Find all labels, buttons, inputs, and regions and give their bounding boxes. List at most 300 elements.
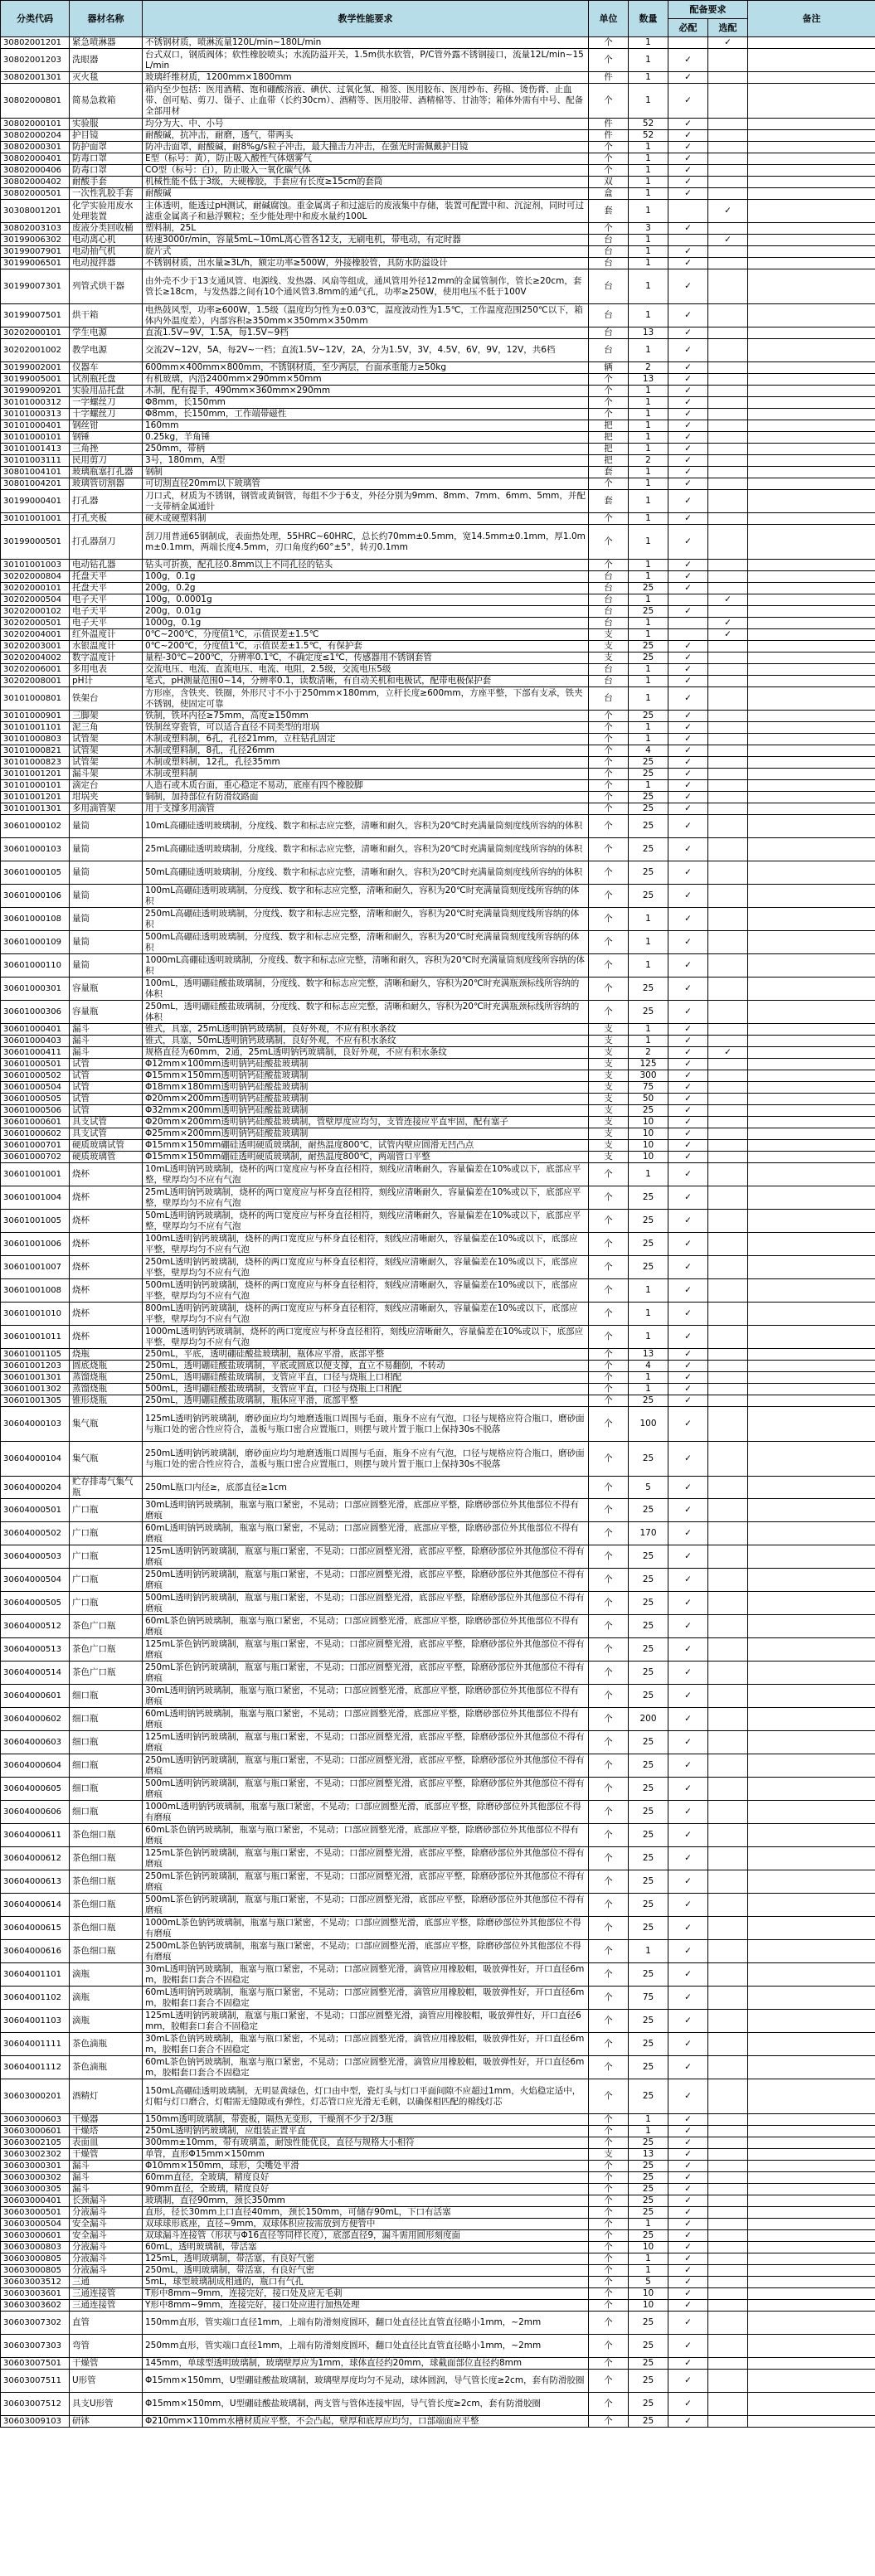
cell-must: ✓ — [668, 1477, 708, 1499]
cell-name: 简易急救箱 — [70, 84, 143, 119]
cell-qty: 2 — [629, 1047, 668, 1059]
table-row — [1, 2033, 875, 2056]
cell-spec: 双球球形底座，直径~9mm，双球体积应按需放到方便管中 — [143, 2219, 589, 2230]
cell-must: ✓ — [668, 1824, 708, 1847]
cell-note — [748, 130, 875, 142]
cell-qty: 2 — [629, 455, 668, 467]
cell-optional — [708, 606, 748, 618]
cell-code: 30601001011 — [1, 1326, 70, 1349]
cell-qty: 25 — [629, 1499, 668, 1522]
cell-must: ✓ — [668, 130, 708, 142]
cell-spec: 交流电压、电流、直流电压、电流、电阻，2.5级，交流电压5级 — [143, 664, 589, 676]
cell-optional — [708, 652, 748, 664]
cell-optional — [708, 432, 748, 444]
header-qty: 数量 — [629, 1, 668, 37]
cell-name: 耐酸手套 — [70, 177, 143, 188]
cell-must: ✓ — [668, 2161, 708, 2172]
cell-note — [748, 861, 875, 885]
cell-note — [748, 2358, 875, 2370]
cell-optional — [708, 327, 748, 339]
cell-note — [748, 2242, 875, 2253]
cell-optional — [708, 861, 748, 885]
cell-qty: 1 — [629, 269, 668, 304]
cell-must: ✓ — [668, 1395, 708, 1407]
cell-must: ✓ — [668, 1210, 708, 1233]
table-row — [1, 1662, 875, 1685]
cell-qty: 25 — [629, 2010, 668, 2033]
cell-spec: Φ15mm×150mm，U型硼硅酸盐玻璃制，两支管与管体连接牢固，导气管长度≥2cm，套有防滑胶圈 — [143, 2393, 589, 2416]
cell-code: 30202000804 — [1, 571, 70, 583]
cell-note — [748, 1001, 875, 1024]
cell-note — [748, 1152, 875, 1163]
cell-must: ✓ — [668, 2195, 708, 2207]
cell-must: ✓ — [668, 978, 708, 1001]
cell-note — [748, 2172, 875, 2184]
cell-optional — [708, 676, 748, 687]
cell-qty: 2 — [629, 362, 668, 374]
cell-qty: 25 — [629, 1186, 668, 1210]
cell-code: 30101000101 — [1, 432, 70, 444]
cell-optional — [708, 1963, 748, 1987]
cell-must: ✓ — [668, 1569, 708, 1592]
cell-qty: 25 — [629, 1754, 668, 1778]
cell-name: 广口瓶 — [70, 1522, 143, 1545]
cell-unit: 个 — [589, 560, 629, 571]
table-row — [1, 374, 875, 386]
cell-qty: 1 — [629, 49, 668, 72]
cell-must: ✓ — [668, 1279, 708, 1303]
cell-spec: 1000mL透明钠钙玻璃制，瓶塞与瓶口紧密，不晃动；口部应圆整光滑，底部应平整，除磨砂部位外其他部位不得有磨痕 — [143, 1801, 589, 1824]
cell-name: 仪器车 — [70, 362, 143, 374]
cell-note — [748, 1708, 875, 1731]
cell-name: 硬质玻璃管 — [70, 1152, 143, 1163]
cell-qty: 1 — [629, 177, 668, 188]
cell-name: 电子天平 — [70, 618, 143, 629]
table-row — [1, 676, 875, 687]
cell-optional — [708, 1407, 748, 1442]
cell-unit: 个 — [589, 885, 629, 908]
cell-unit: 个 — [589, 2335, 629, 2358]
cell-name: 安全漏斗 — [70, 2230, 143, 2242]
cell-spec: Φ18mm×180mm透明钠钙硅酸盐玻璃制 — [143, 1082, 589, 1094]
cell-spec: 500mL高硼硅透明玻璃制，分度线、数字和标志应完整，清晰和耐久，容积为20℃时充满量筒刻度线所容纳的体积 — [143, 931, 589, 954]
cell-code: 30601000105 — [1, 861, 70, 885]
cell-code: 30202003001 — [1, 641, 70, 652]
cell-qty: 25 — [629, 1824, 668, 1847]
cell-unit: 支 — [589, 1140, 629, 1152]
cell-code: 30603003602 — [1, 2300, 70, 2312]
table-row — [1, 397, 875, 409]
cell-name: 三通连接管 — [70, 2288, 143, 2300]
cell-unit: 支 — [589, 1152, 629, 1163]
cell-unit: 个 — [589, 1499, 629, 1522]
cell-must: ✓ — [668, 676, 708, 687]
cell-spec: Φ8mm，长150mm，工作端带磁性 — [143, 409, 589, 420]
cell-name: 直管 — [70, 2312, 143, 2335]
table-row — [1, 2172, 875, 2184]
cell-unit: 个 — [589, 2370, 629, 2393]
table-row — [1, 1128, 875, 1140]
cell-name: 漏斗 — [70, 2161, 143, 2172]
cell-note — [748, 2010, 875, 2033]
cell-name: 锥形烧瓶 — [70, 1395, 143, 1407]
cell-code: 30603009103 — [1, 2416, 70, 2428]
cell-note — [748, 583, 875, 594]
cell-optional — [708, 2126, 748, 2137]
cell-name: 电动搅拌器 — [70, 258, 143, 269]
cell-qty: 10 — [629, 1152, 668, 1163]
cell-note — [748, 1163, 875, 1186]
cell-code: 30101001301 — [1, 803, 70, 815]
cell-note — [748, 2195, 875, 2207]
cell-unit: 个 — [589, 525, 629, 560]
cell-unit: 个 — [589, 838, 629, 861]
cell-must: ✓ — [668, 722, 708, 734]
cell-name: 蒸馏烧瓶 — [70, 1384, 143, 1395]
cell-optional — [708, 1326, 748, 1349]
table-row — [1, 861, 875, 885]
cell-unit: 个 — [589, 2161, 629, 2172]
cell-name: 茶色细口瓶 — [70, 1824, 143, 1847]
cell-spec: Y形中8mm~9mm，连接完好，接口处应进行加热处理 — [143, 2300, 589, 2312]
cell-unit: 件 — [589, 72, 629, 84]
cell-spec: 2500mL茶色钠钙玻璃制，瓶塞与瓶口紧密，不晃动；口部应圆整光滑，底部应平整，除磨砂部位外其他部位不得有磨痕 — [143, 1940, 589, 1963]
cell-note — [748, 1522, 875, 1545]
cell-unit: 个 — [589, 1384, 629, 1395]
cell-name: 干燥管 — [70, 2149, 143, 2161]
cell-optional — [708, 1036, 748, 1047]
cell-name: 一字螺丝刀 — [70, 397, 143, 409]
cell-unit: 套 — [589, 467, 629, 478]
cell-must: ✓ — [668, 2126, 708, 2137]
cell-note — [748, 803, 875, 815]
cell-unit: 台 — [589, 583, 629, 594]
cell-optional — [708, 1082, 748, 1094]
cell-note — [748, 745, 875, 757]
cell-code: 30202006001 — [1, 664, 70, 676]
cell-note — [748, 2300, 875, 2312]
cell-name: 贮存排毒气集气瓶 — [70, 1477, 143, 1499]
table-row — [1, 2358, 875, 2370]
cell-must: ✓ — [668, 1047, 708, 1059]
cell-optional — [708, 1522, 748, 1545]
cell-note — [748, 409, 875, 420]
table-row — [1, 734, 875, 745]
cell-spec: 150mm直形，管实端口直径1mm，上端有防滑刻度圆环，翻口处直径比直管直径略小1mm，~2mm — [143, 2312, 589, 2335]
cell-qty: 25 — [629, 2393, 668, 2416]
cell-must: ✓ — [668, 1303, 708, 1326]
cell-note — [748, 2393, 875, 2416]
cell-optional — [708, 1870, 748, 1894]
cell-must: ✓ — [668, 1847, 708, 1870]
table-row — [1, 2219, 875, 2230]
cell-unit: 台 — [589, 618, 629, 629]
cell-name: 钢锤 — [70, 432, 143, 444]
cell-code: 30601001006 — [1, 1233, 70, 1256]
cell-qty: 25 — [629, 2161, 668, 2172]
table-row — [1, 1499, 875, 1522]
cell-spec: Φ210mm×110mm水槽材质应平整，不会凸起，壁厚和底厚应均匀，口部端面应平整 — [143, 2416, 589, 2428]
cell-name: 长颈漏斗 — [70, 2195, 143, 2207]
cell-name: 细口瓶 — [70, 1731, 143, 1754]
cell-code: 30101000312 — [1, 397, 70, 409]
cell-must: ✓ — [668, 2172, 708, 2184]
cell-name: 滴瓶 — [70, 1963, 143, 1987]
cell-spec: 30mL透明钠钙玻璃制，瓶塞与瓶口紧密，不晃动；口部应圆整光滑，底部应平整，除磨砂部位外其他部位不得有磨痕 — [143, 1499, 589, 1522]
cell-name: 灭火毯 — [70, 72, 143, 84]
cell-qty: 1 — [629, 1279, 668, 1303]
cell-code: 30604000204 — [1, 1477, 70, 1499]
cell-note — [748, 2312, 875, 2335]
table-row — [1, 2207, 875, 2219]
cell-code: 30101000821 — [1, 745, 70, 757]
cell-code: 30603000805 — [1, 2265, 70, 2277]
cell-unit: 个 — [589, 2300, 629, 2312]
cell-optional — [708, 2300, 748, 2312]
cell-qty: 1 — [629, 235, 668, 246]
cell-code: 30601000702 — [1, 1152, 70, 1163]
cell-name: 烧杯 — [70, 1256, 143, 1279]
cell-unit: 个 — [589, 1754, 629, 1778]
cell-optional: ✓ — [708, 200, 748, 223]
cell-unit: 支 — [589, 1105, 629, 1117]
table-row — [1, 119, 875, 130]
cell-must: ✓ — [668, 2010, 708, 2033]
cell-qty: 1 — [629, 409, 668, 420]
cell-optional — [708, 734, 748, 745]
cell-note — [748, 1940, 875, 1963]
cell-must: ✓ — [668, 165, 708, 177]
cell-unit: 辆 — [589, 362, 629, 374]
cell-note — [748, 513, 875, 525]
cell-spec: 60mL茶色钠钙玻璃制，瓶塞与瓶口紧密，不晃动；口部应圆整光滑，滴管应用橡胶帽，吸放弹性好，开口直径6mm，胶帽套口套合不固稳定 — [143, 2056, 589, 2079]
cell-name: 滴瓶 — [70, 2010, 143, 2033]
cell-spec: 150mL高硼硅透明玻璃制，无明显黄绿色，灯口由中型，瓷灯头与灯口平面间隙不应超过1mm，火焰稳定适中，灯帽与灯口磨合，灯帽需无缝隙或有弹性，灯芯管口应光滑无毛刺，以确保相匹配的棉线灯芯 — [143, 2079, 589, 2114]
cell-code: 30604001111 — [1, 2033, 70, 2056]
cell-optional — [708, 583, 748, 594]
cell-must — [668, 618, 708, 629]
cell-spec: 125mL透明钠钙玻璃制，瓶塞与瓶口紧密，不晃动；口部应圆整光滑，底部应平整，除磨砂部位外其他部位不得有磨痕 — [143, 1545, 589, 1569]
cell-spec: 60mm直径，全玻璃，精度良好 — [143, 2172, 589, 2184]
cell-code: 30101001201 — [1, 792, 70, 803]
cell-qty: 25 — [629, 1233, 668, 1256]
cell-spec: Φ10mm×150mm，球形，尖嘴处平滑 — [143, 2161, 589, 2172]
cell-note — [748, 2230, 875, 2242]
cell-note — [748, 200, 875, 223]
cell-spec: 800mL透明钠钙玻璃制，烧杯的两口宽度应与杯身直径相符，刻线应清晰耐久，容量偏差在10%或以下，底部应平整，壁厚均匀不应有气泡 — [143, 1303, 589, 1326]
cell-code: 30199009201 — [1, 386, 70, 397]
cell-must: ✓ — [668, 1894, 708, 1917]
cell-note — [748, 2335, 875, 2358]
table-row — [1, 1731, 875, 1754]
cell-note — [748, 2219, 875, 2230]
cell-optional — [708, 1592, 748, 1615]
cell-note — [748, 119, 875, 130]
table-row — [1, 1036, 875, 1047]
cell-spec: 125mL透明钠钙玻璃制，瓶塞与瓶口紧密，不晃动；口部应圆整光滑，滴管应用橡胶帽，吸放弹性好，开口直径6mm，胶帽套口套合不固稳定 — [143, 2010, 589, 2033]
cell-note — [748, 1256, 875, 1279]
table-row — [1, 745, 875, 757]
cell-must: ✓ — [668, 861, 708, 885]
cell-qty: 1 — [629, 444, 668, 455]
table-row — [1, 1917, 875, 1940]
cell-name: 电动抽气机 — [70, 246, 143, 258]
cell-name: 钢丝钳 — [70, 420, 143, 432]
cell-name: 分液漏斗 — [70, 2207, 143, 2219]
cell-unit: 件 — [589, 119, 629, 130]
cell-optional — [708, 2242, 748, 2253]
cell-spec: 250mm直形，管实端口直径1mm，上端有防滑刻度圆环，翻口处直径比直管直径略小1mm，~2mm — [143, 2335, 589, 2358]
cell-name: 托盘天平 — [70, 583, 143, 594]
cell-unit: 个 — [589, 1870, 629, 1894]
cell-unit: 个 — [589, 1731, 629, 1754]
cell-code: 30603000401 — [1, 2195, 70, 2207]
cell-unit: 个 — [589, 2126, 629, 2137]
cell-code: 30604001103 — [1, 2010, 70, 2033]
cell-qty: 1 — [629, 200, 668, 223]
cell-unit: 个 — [589, 792, 629, 803]
cell-must: ✓ — [668, 2242, 708, 2253]
cell-code: 30601000411 — [1, 1047, 70, 1059]
table-row — [1, 444, 875, 455]
cell-qty: 25 — [629, 2335, 668, 2358]
cell-code: 30101001003 — [1, 560, 70, 571]
cell-optional — [708, 2079, 748, 2114]
cell-name: 具支试管 — [70, 1128, 143, 1140]
cell-code: 30802001203 — [1, 49, 70, 72]
cell-spec: 250mL，透明硼硅酸盐玻璃制，平底或圆底以便支撑，直立不易翻倒，不转动 — [143, 1361, 589, 1372]
table-row — [1, 1372, 875, 1384]
cell-note — [748, 1894, 875, 1917]
cell-unit: 个 — [589, 2172, 629, 2184]
cell-unit: 个 — [589, 37, 629, 49]
table-row — [1, 246, 875, 258]
cell-note — [748, 269, 875, 304]
cell-must: ✓ — [668, 560, 708, 571]
cell-code: 30601000103 — [1, 838, 70, 861]
cell-spec: 铜制，加持部位有防滑纹路面 — [143, 792, 589, 803]
cell-spec: 250mL高硼硅透明玻璃制，分度线、数字和标志应完整，清晰和耐久，容积为20℃时充满量筒刻度线所容纳的体积 — [143, 908, 589, 931]
cell-must: ✓ — [668, 2358, 708, 2370]
cell-code: 30801004201 — [1, 478, 70, 490]
cell-code: 30601000108 — [1, 908, 70, 931]
cell-unit: 个 — [589, 1778, 629, 1801]
cell-note — [748, 1754, 875, 1778]
cell-note — [748, 769, 875, 780]
cell-name: 烧瓶 — [70, 1349, 143, 1361]
cell-spec: 60mL透明钠钙玻璃制，瓶塞与瓶口紧密，不晃动；口部应圆整光滑，底部应平整，除磨砂部位外其他部位不得有磨痕 — [143, 1708, 589, 1731]
cell-code: 30603000501 — [1, 2207, 70, 2219]
cell-optional — [708, 769, 748, 780]
cell-optional — [708, 2358, 748, 2370]
cell-name: 弯管 — [70, 2335, 143, 2358]
cell-optional — [708, 1545, 748, 1569]
cell-code: 30601001203 — [1, 1361, 70, 1372]
cell-optional — [708, 1731, 748, 1754]
cell-must: ✓ — [668, 1870, 708, 1894]
cell-unit: 个 — [589, 386, 629, 397]
cell-code: 30601000306 — [1, 1001, 70, 1024]
table-row — [1, 1847, 875, 1870]
cell-spec: Φ20mm×200mm透明钠钙硅酸盐玻璃制，管壁厚度应均匀，支管连接应平直牢固，配有塞子 — [143, 1117, 589, 1128]
cell-qty: 52 — [629, 119, 668, 130]
table-row — [1, 2253, 875, 2265]
cell-qty: 1 — [629, 1372, 668, 1384]
table-row — [1, 1349, 875, 1361]
table-row — [1, 1047, 875, 1059]
cell-code: 30604000604 — [1, 1754, 70, 1778]
cell-must — [668, 200, 708, 223]
cell-must: ✓ — [668, 734, 708, 745]
cell-note — [748, 652, 875, 664]
cell-name: 防毒口罩 — [70, 165, 143, 177]
cell-optional — [708, 664, 748, 676]
cell-must: ✓ — [668, 409, 708, 420]
cell-code: 30603007501 — [1, 2358, 70, 2370]
table-row — [1, 2416, 875, 2428]
cell-code: 30601000102 — [1, 815, 70, 838]
cell-unit: 套 — [589, 200, 629, 223]
cell-code: 30603002105 — [1, 2137, 70, 2149]
cell-qty: 10 — [629, 1140, 668, 1152]
cell-unit: 个 — [589, 1917, 629, 1940]
cell-note — [748, 2126, 875, 2137]
cell-note — [748, 2288, 875, 2300]
cell-must: ✓ — [668, 1059, 708, 1070]
cell-note — [748, 2207, 875, 2219]
table-row — [1, 1801, 875, 1824]
cell-code: 30601001302 — [1, 1384, 70, 1395]
cell-optional — [708, 1279, 748, 1303]
cell-qty: 1 — [629, 1326, 668, 1349]
cell-optional — [708, 2393, 748, 2416]
cell-code: 30604000514 — [1, 1662, 70, 1685]
cell-code: 30202000102 — [1, 606, 70, 618]
cell-optional — [708, 1778, 748, 1801]
cell-spec: 30mL透明钠钙玻璃制，瓶塞与瓶口紧密，不晃动；口部应圆整光滑，底部应平整，除磨砂部位外其他部位不得有磨痕 — [143, 1685, 589, 1708]
table-row — [1, 2056, 875, 2079]
table-row — [1, 49, 875, 72]
table-row — [1, 1210, 875, 1233]
table-row — [1, 1870, 875, 1894]
cell-qty: 75 — [629, 1082, 668, 1094]
cell-name: 学生电源 — [70, 327, 143, 339]
cell-must: ✓ — [668, 1152, 708, 1163]
table-row — [1, 908, 875, 931]
cell-optional — [708, 1685, 748, 1708]
cell-unit: 台 — [589, 304, 629, 327]
cell-must: ✓ — [668, 908, 708, 931]
cell-optional — [708, 792, 748, 803]
cell-unit: 套 — [589, 490, 629, 513]
cell-code: 30603000601 — [1, 2126, 70, 2137]
cell-unit: 支 — [589, 641, 629, 652]
cell-name: 广口瓶 — [70, 1592, 143, 1615]
cell-code: 30601001007 — [1, 1256, 70, 1279]
cell-note — [748, 1082, 875, 1094]
cell-must: ✓ — [668, 687, 708, 711]
cell-name: 量筒 — [70, 931, 143, 954]
cell-optional — [708, 1024, 748, 1036]
cell-qty: 25 — [629, 1395, 668, 1407]
cell-qty: 3 — [629, 223, 668, 235]
cell-spec: Φ8mm，长150mm — [143, 397, 589, 409]
cell-unit: 个 — [589, 1847, 629, 1870]
cell-spec: 1000mL高硼硅透明玻璃制，分度线、数字和标志应完整，清晰和耐久，容积为20℃时充满量筒刻度线所容纳的体积 — [143, 954, 589, 978]
cell-name: 电子天平 — [70, 594, 143, 606]
cell-code: 30601000110 — [1, 954, 70, 978]
cell-name: 细口瓶 — [70, 1708, 143, 1731]
